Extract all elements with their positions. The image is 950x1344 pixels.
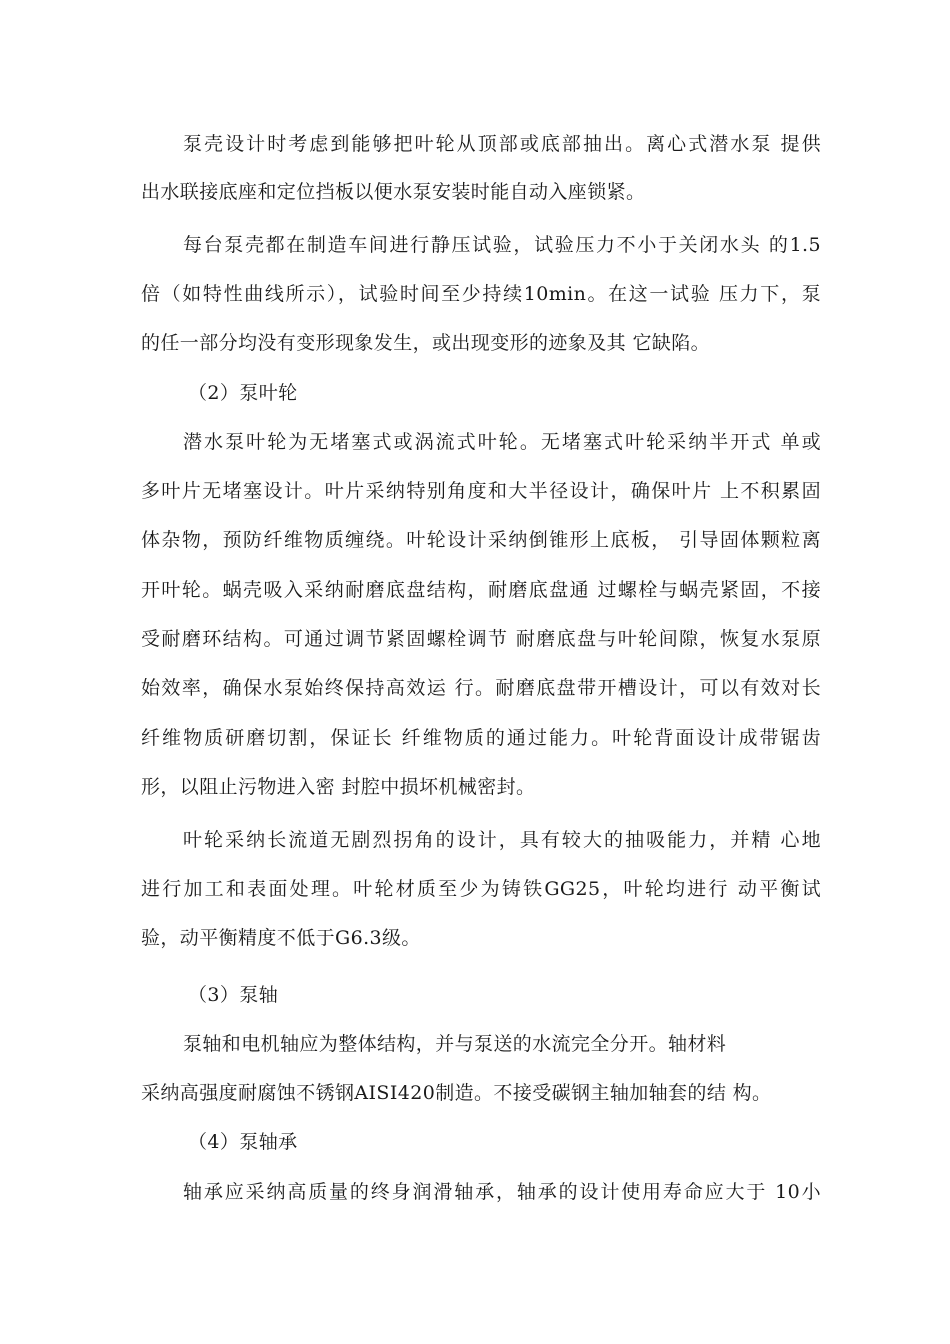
paragraph-line: 叶轮采纳长流道无剧烈拐角的设计，具有较大的抽吸能力，并精 心地	[183, 829, 821, 851]
paragraph-line: 纤维物质研磨切割，保证长 纤维物质的通过能力。叶轮背面设计成带锯齿	[141, 727, 821, 749]
paragraph-line: 进行加工和表面处理。叶轮材质至少为铸铁GG25，叶轮均进行 动平衡试	[141, 878, 821, 900]
paragraph-line: 的任一部分均没有变形现象发生，或出现变形的迹象及其 它缺陷。	[141, 332, 711, 354]
section-heading: （4）泵轴承	[188, 1131, 298, 1153]
paragraph-line: 出水联接底座和定位挡板以便水泵安装时能自动入座锁紧。	[141, 181, 646, 203]
paragraph-line: 受耐磨环结构。可通过调节紧固螺栓调节 耐磨底盘与叶轮间隙，恢复水泵原	[141, 628, 821, 650]
paragraph-line: 倍（如特性曲线所示），试验时间至少持续10min。在这一试验 压力下，泵	[141, 283, 821, 305]
section-heading: （3）泵轴	[188, 984, 279, 1006]
paragraph-line: 潜水泵叶轮为无堵塞式或涡流式叶轮。无堵塞式叶轮采纳半开式 单或	[183, 431, 821, 453]
paragraph-line: 轴承应采纳高质量的终身润滑轴承，轴承的设计使用寿命应大于 10小	[183, 1181, 821, 1203]
paragraph-line: 泵轴和电机轴应为整体结构，并与泵送的水流完全分开。轴材料	[183, 1033, 727, 1055]
section-heading: （2）泵叶轮	[188, 382, 298, 404]
paragraph-line: 多叶片无堵塞设计。叶片采纳特别角度和大半径设计，确保叶片 上不积累固	[141, 480, 821, 502]
paragraph-line: 采纳高强度耐腐蚀不锈钢AISI420制造。不接受碳钢主轴加轴套的结 构。	[141, 1082, 772, 1104]
paragraph-line: 体杂物，预防纤维物质缠绕。叶轮设计采纳倒锥形上底板， 引导固体颗粒离	[141, 529, 821, 551]
paragraph-line: 每台泵壳都在制造车间进行静压试验，试验压力不小于关闭水头 的1.5	[183, 234, 821, 256]
paragraph-line: 形，以阻止污物进入密 封腔中损坏机械密封。	[141, 776, 536, 798]
paragraph-line: 验，动平衡精度不低于G6.3级。	[141, 927, 421, 949]
paragraph-line: 泵壳设计时考虑到能够把叶轮从顶部或底部抽出。离心式潜水泵 提供	[183, 133, 821, 155]
paragraph-line: 开叶轮。蜗壳吸入采纳耐磨底盘结构，耐磨底盘通 过螺栓与蜗壳紧固，不接	[141, 579, 821, 601]
paragraph-line: 始效率，确保水泵始终保持高效运 行。耐磨底盘带开槽设计，可以有效对长	[141, 677, 821, 699]
